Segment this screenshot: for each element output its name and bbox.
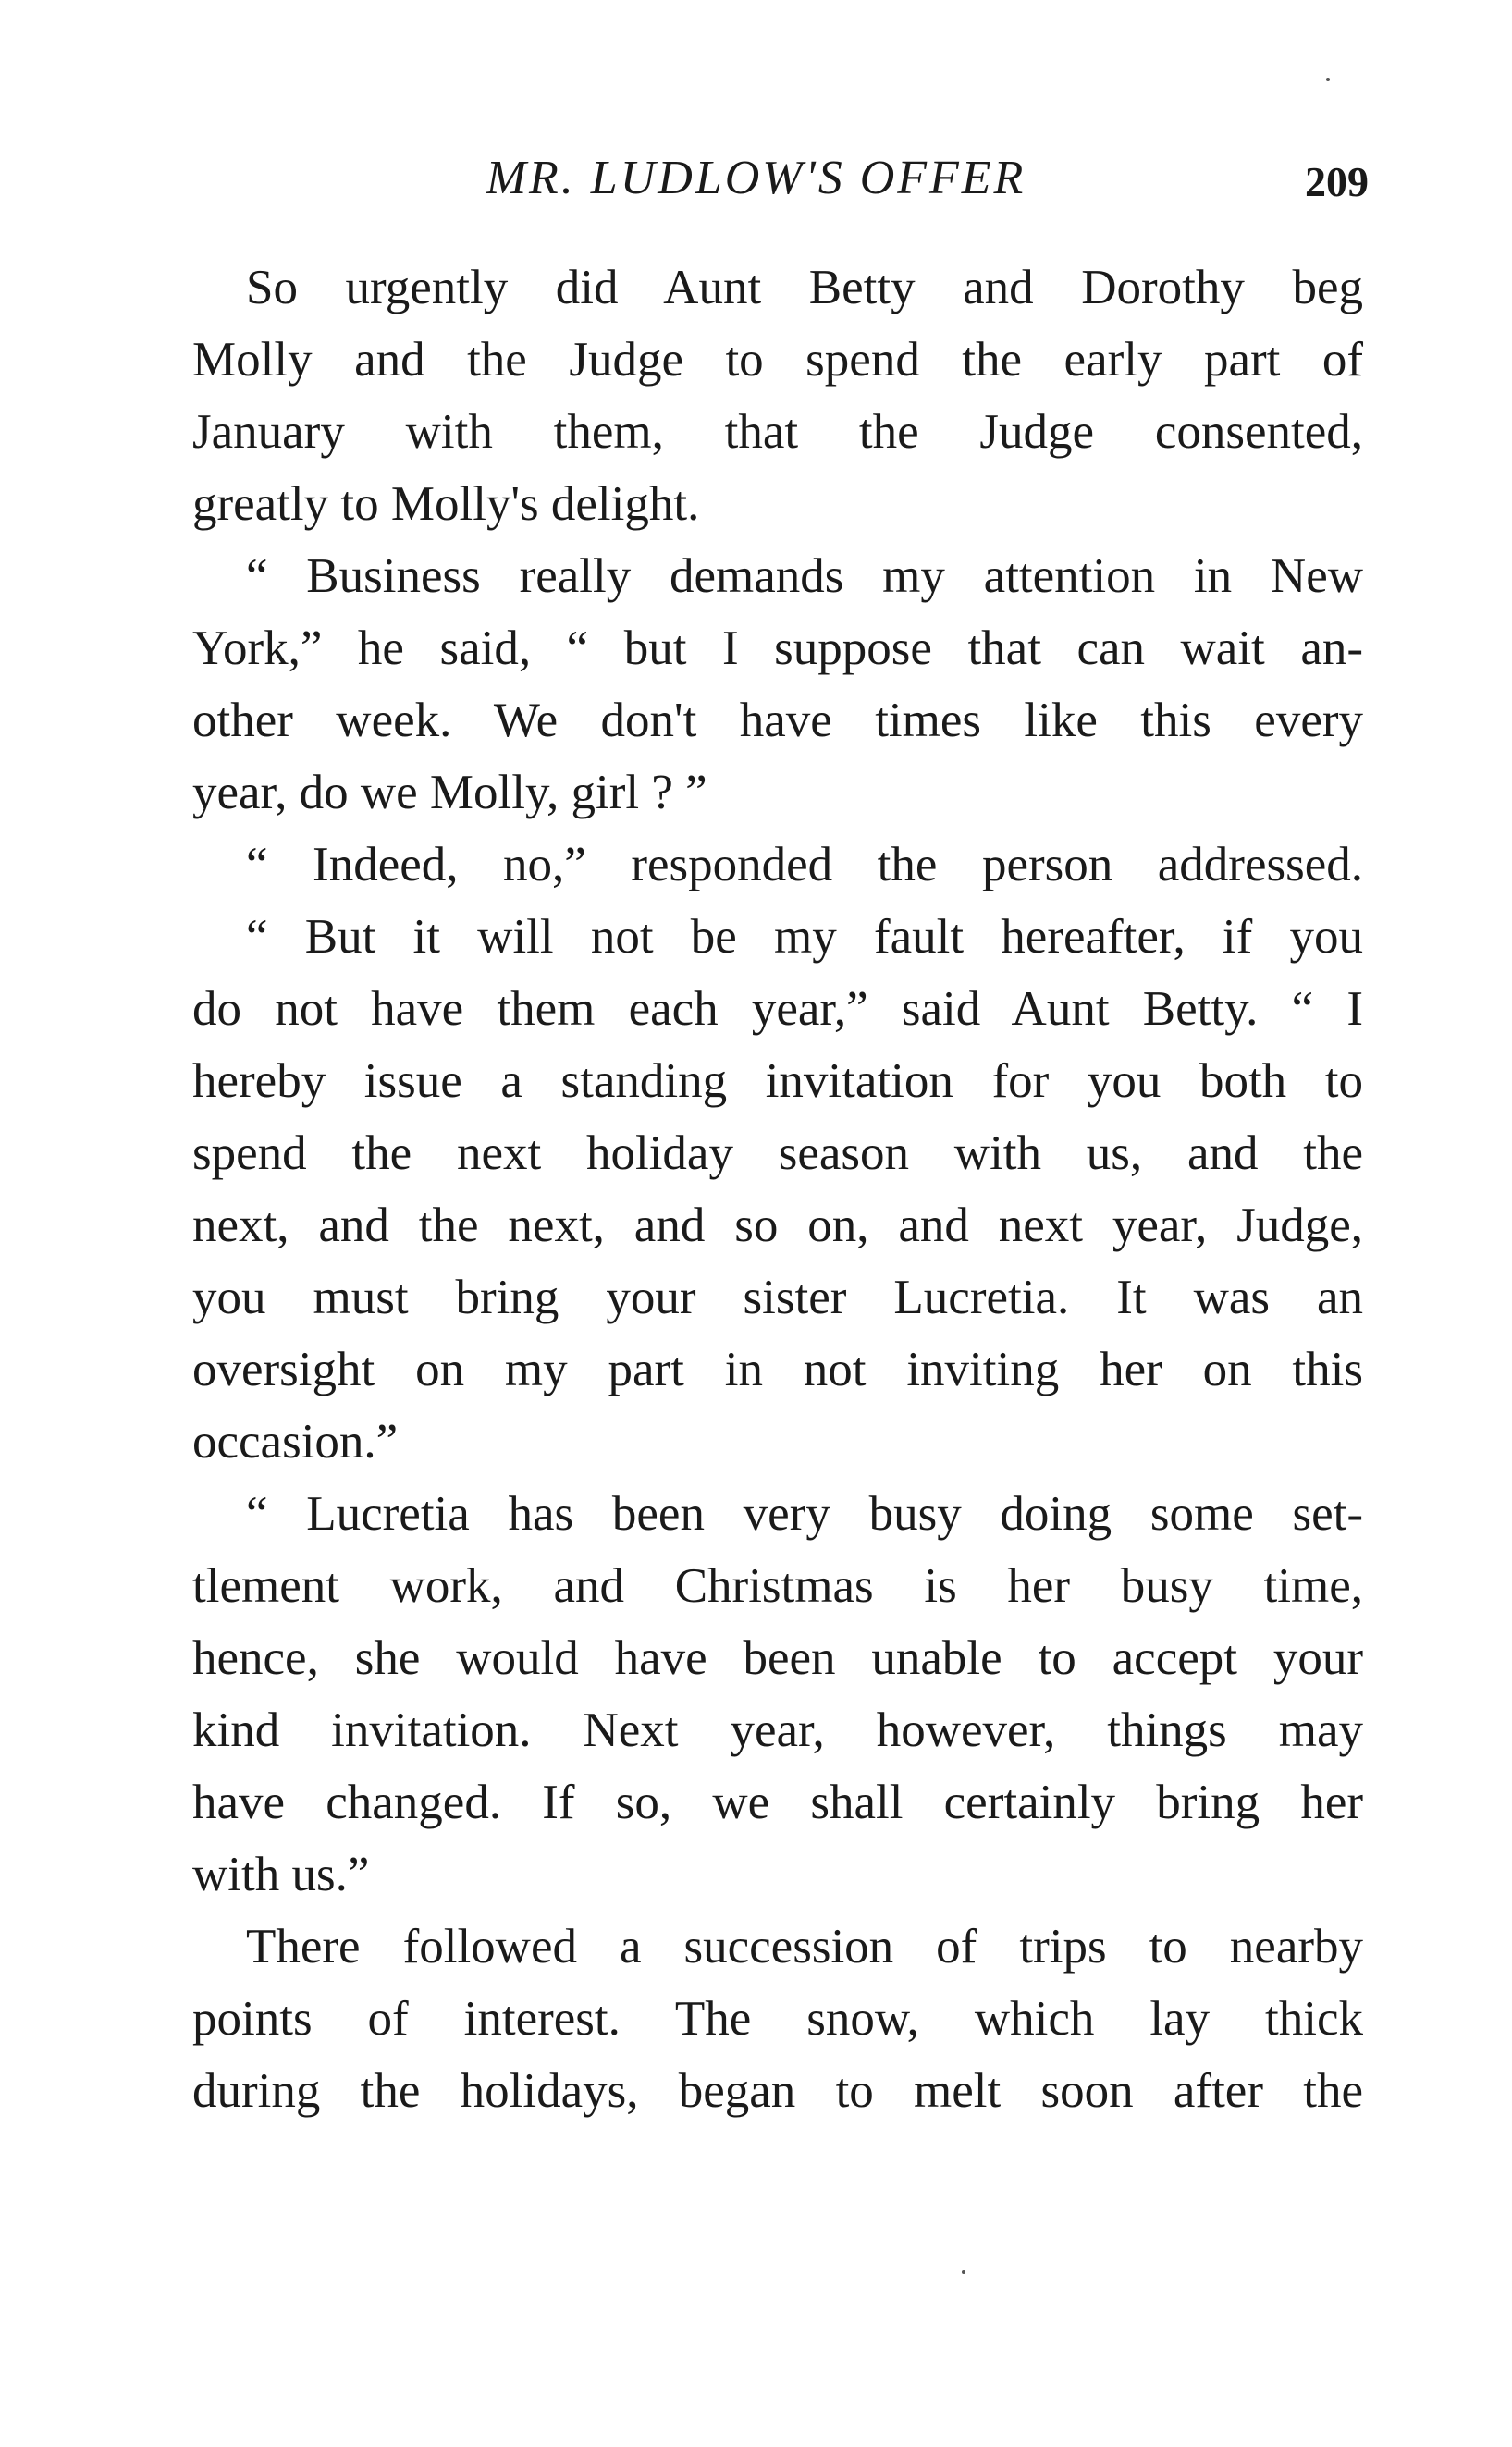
text-line: hence, she would have been unable to accept your — [192, 1631, 1363, 1685]
text-line: York,” he said, “ but I suppose that can wait an- — [192, 621, 1363, 675]
text-line: kind invitation. Next year, however, things may — [192, 1703, 1363, 1757]
text-line: have changed. If so, we shall certainly bring her — [192, 1776, 1363, 1829]
text-line: spend the next holiday season with us, and the — [192, 1126, 1363, 1180]
text-line: during the holidays, began to melt soon after the — [192, 2064, 1363, 2118]
text-line: greatly to Molly's delight. — [192, 477, 700, 531]
print-speck — [962, 2270, 965, 2274]
text-line: you must bring your sister Lucretia. It was an — [192, 1271, 1363, 1324]
text-line: “ But it will not be my fault hereafter, if you — [246, 910, 1363, 964]
text-line: with us.” — [192, 1848, 370, 1901]
text-line: hereby issue a standing invitation for you both to — [192, 1054, 1363, 1108]
text-line: “ Lucretia has been very busy doing some set- — [246, 1487, 1363, 1541]
running-head — [0, 146, 1512, 211]
body-text — [192, 252, 1363, 2127]
text-line: year, do we Molly, girl ? ” — [192, 766, 707, 819]
running-title: MR. LUDLOW'S OFFER — [486, 152, 1026, 204]
text-line: oversight on my part in not inviting her on this — [192, 1343, 1363, 1396]
text-line: “ Business really demands my attention in New — [246, 549, 1363, 603]
text-line: January with them, that the Judge consented, — [192, 405, 1363, 459]
text-line: There followed a succession of trips to nearby — [246, 1920, 1363, 1974]
text-line: do not have them each year,” said Aunt Betty. “ I — [192, 982, 1363, 1036]
text-line: occasion.” — [192, 1415, 399, 1469]
text-line: tlement work, and Christmas is her busy time, — [192, 1559, 1363, 1613]
page-number: 209 — [1305, 158, 1369, 205]
text-line: So urgently did Aunt Betty and Dorothy beg — [246, 261, 1363, 314]
text-line: “ Indeed, no,” responded the person addressed. — [246, 838, 1363, 891]
text-line: other week. We don't have times like this every — [192, 694, 1363, 747]
text-line: points of interest. The snow, which lay thick — [192, 1992, 1363, 2046]
text-line: next, and the next, and so on, and next year, Judge, — [192, 1199, 1363, 1252]
print-speck — [1326, 78, 1330, 81]
text-line: Molly and the Judge to spend the early part of — [192, 333, 1363, 387]
